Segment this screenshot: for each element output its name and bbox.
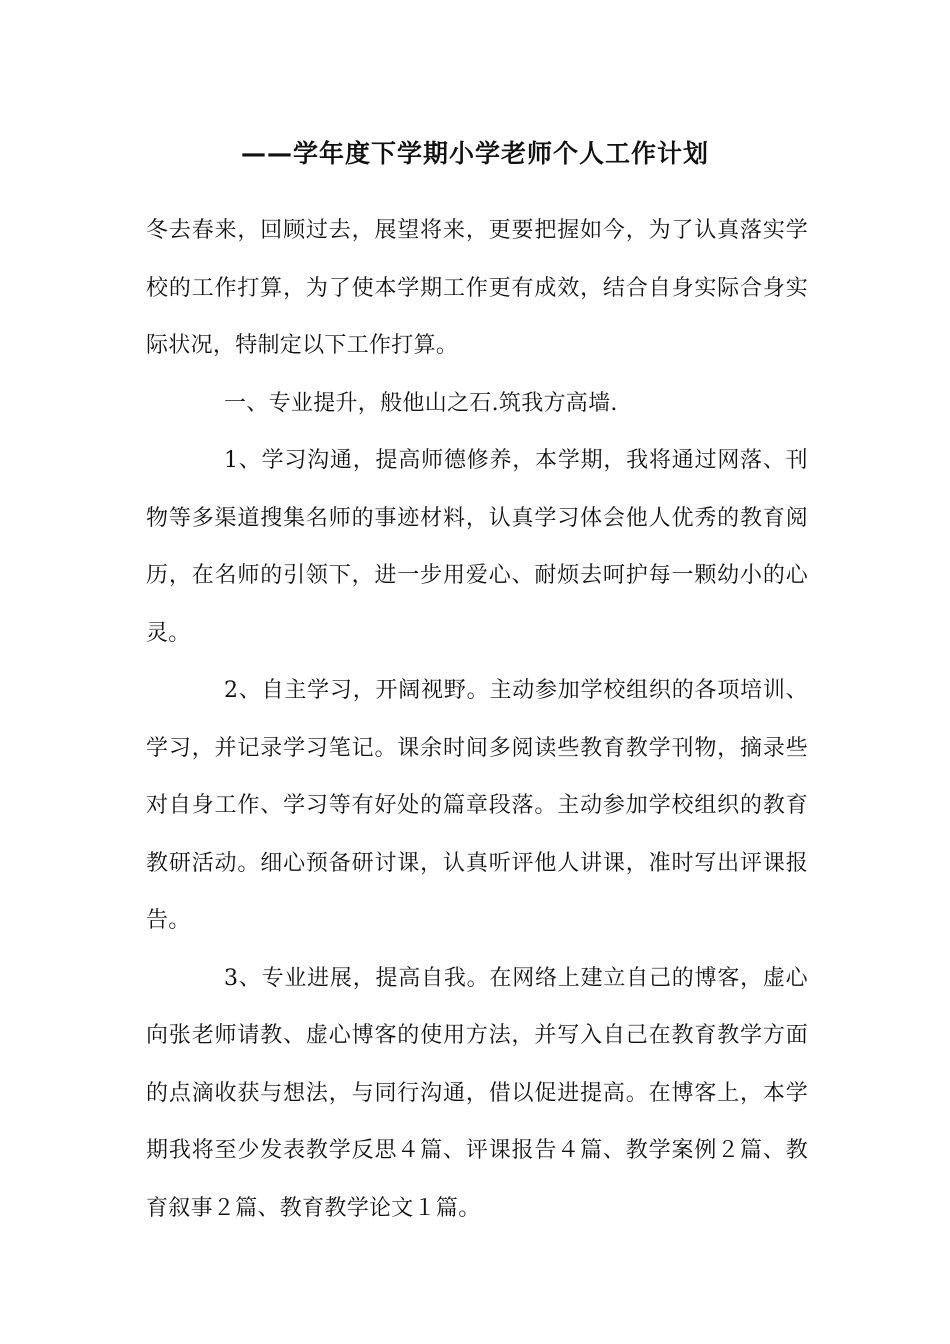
document-title: ——学年度下学期小学老师个人工作计划 [240,139,709,168]
paragraph-item-2: 2、自主学习，开阔视野。主动参加学校组织的各项培训、学习，并记录学习笔记。课余时间多阅读些教育教学刊物，摘录些对自身工作、学习等有好处的篇章段落。主动参加学校组织的教育教研活动。细心预备研讨课，认真听评他人讲课，准时写出评课报告。 [146,678,808,933]
paragraph-section-heading: 一、专业提升，般他山之石.筑我方高墙. [224,390,618,416]
paragraph-item-1: 1、学习沟通，提高师德修养，本学期，我将通过网落、刊物等多渠道搜集名师的事迹材料，认真学习体会他人优秀的教育阅历，在名师的引领下，进一步用爱心、耐烦去呵护每一颗幼小的心灵。 [146,448,808,646]
paragraph-intro: 冬去春来，回顾过去，展望将来，更要把握如今，为了认真落实学校的工作打算，为了使本学期工作更有成效，结合自身实际合身实际状况，特制定以下工作打算。 [146,218,808,358]
document-body [146,202,808,1237]
paragraph-item-3: 3、专业进展，提高自我。在网络上建立自己的博客，虚心向张老师请教、虚心博客的使用方法，并写入自己在教育教学方面的点滴收获与想法，与同行沟通，借以促进提高。在博客上，本学期我将至少发表教学反思４篇、评课报告４篇、教学案例２篇、教育叙事２篇、教育教学论文１篇。 [146,965,808,1221]
